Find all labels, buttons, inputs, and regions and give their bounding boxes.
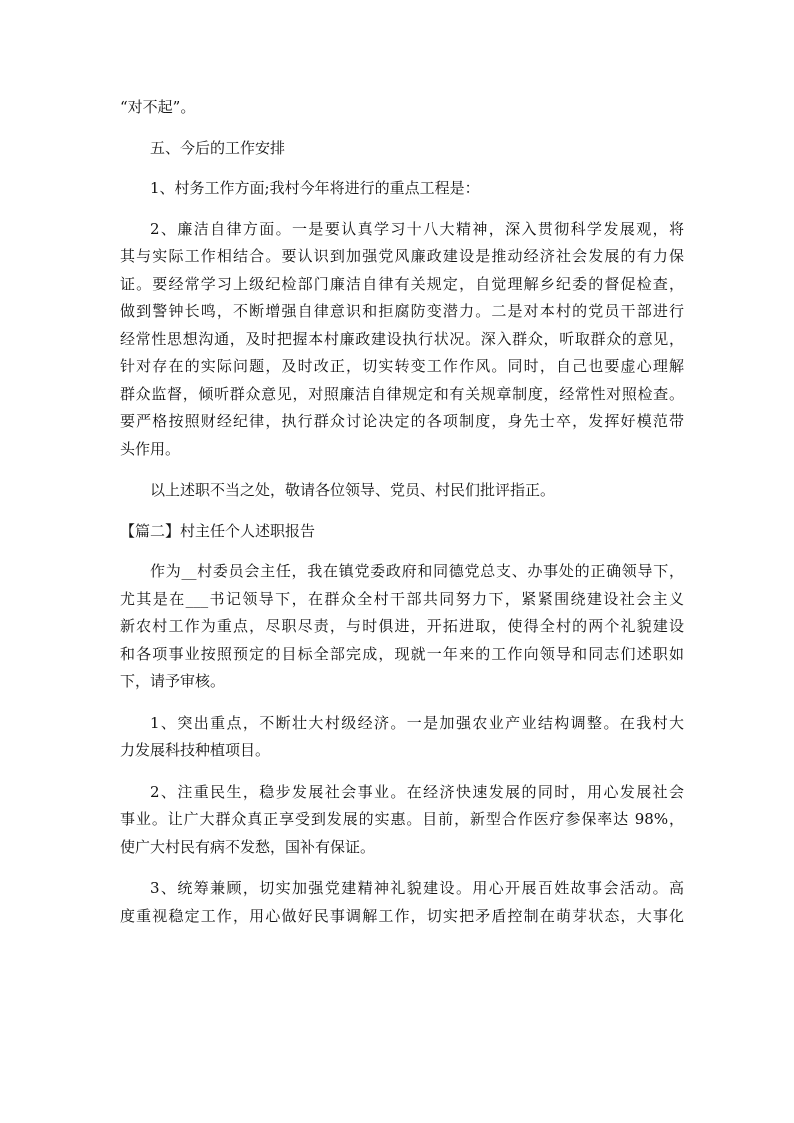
section-heading-future-plan: [120, 135, 684, 163]
text-line: 1、突出重点，不断壮大村级经济。一是加强农业产业结构调整。在我村大: [150, 713, 684, 732]
text-line: 使广大村民有病不发愁，国补有保证。: [120, 837, 376, 856]
text-line: 新农村工作为重点，尽职尽责，与时俱进，开拓进取，使得全村的两个礼貌建设: [120, 617, 684, 635]
paragraph-integrity: [120, 216, 684, 464]
text-line: 作为__村委员会主任，我在镇党委政府和同德党总支、办事处的正确领导下，: [150, 562, 684, 580]
text-line: 以上述职不当之处，敬请各位领导、党员、村民们批评指正。: [150, 481, 556, 499]
section-title-part-two: [120, 518, 684, 546]
text-line: 群众监督，倾听群众意见，对照廉洁自律规定和有关规章制度，经常性对照检查。: [120, 384, 684, 403]
text-line: 下，请予审核。: [120, 672, 226, 690]
text-line: 3、统筹兼顾，切实加强党建精神礼貌建设。用心开展百姓故事会活动。高: [150, 879, 684, 897]
paragraph-closing-quote: [120, 94, 684, 122]
text-line: 1、村务工作方面;我村今年将进行的重点工程是：: [150, 179, 480, 197]
text-line: “对不起”。: [120, 98, 196, 116]
text-line: 五、今后的工作安排: [150, 138, 286, 157]
text-line: 【篇二】村主任个人述职报告: [120, 521, 316, 540]
paragraph-intro-report: [120, 558, 684, 696]
text-line: 经常性思想沟通，及时把握本村廉政建设执行状况。深入群众，听取群众的意见，: [120, 329, 684, 348]
paragraph-conclusion: [120, 477, 684, 505]
text-line: 针对存在的实际问题，及时改正，切实转变工作作风。同时，自己也要虚心理解: [120, 357, 684, 375]
paragraph-party-building: [120, 875, 684, 930]
text-line: 其与实际工作相结合。要认识到加强党风廉政建设是推动经济社会发展的有力保: [120, 247, 684, 265]
text-line: 证。要经常学习上级纪检部门廉洁自律有关规定，自觉理解乡纪委的督促检查，: [120, 274, 684, 293]
text-line: 尤其是在___书记领导下，在群众全村干部共同努力下，紧紧围绕建设社会主义: [120, 589, 684, 608]
text-line: 事业。让广大群众真正享受到发展的实惠。目前，新型合作医疗参保率达 98%，: [120, 810, 684, 828]
document-page: [120, 94, 684, 930]
paragraph-economy: [120, 710, 684, 765]
text-line: 力发展科技种植项目。: [120, 741, 271, 759]
text-line: 要严格按照财经纪律，执行群众讨论决定的各项制度，身先士卒，发挥好模范带: [120, 412, 684, 430]
text-line: 做到警钟长鸣，不断增强自律意识和拒腐防变潜力。二是对本村的党员干部进行: [120, 302, 684, 320]
text-line: 头作用。: [120, 439, 181, 458]
paragraph-village-affairs: [120, 175, 684, 203]
text-line: 和各项事业按照预定的目标全部完成，现就一年来的工作向领导和同志们述职如: [120, 644, 684, 663]
text-line: 2、注重民生，稳步发展社会事业。在经济快速发展的同时，用心发展社会: [150, 782, 684, 801]
text-line: 度重视稳定工作，用心做好民事调解工作，切实把矛盾控制在萌芽状态，大事化: [120, 906, 684, 925]
paragraph-livelihood: [120, 779, 684, 862]
text-line: 2、廉洁自律方面。一是要认真学习十八大精神，深入贯彻科学发展观，将: [150, 219, 684, 238]
